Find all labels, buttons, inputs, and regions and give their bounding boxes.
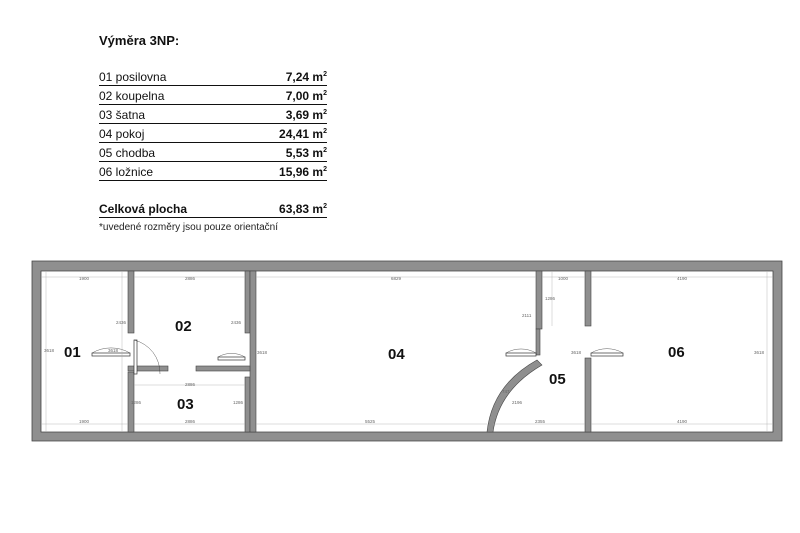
dim-height-01: 3618 — [108, 348, 119, 353]
dim-top-05: 1000 — [557, 276, 569, 281]
dim-door-b: 747 — [502, 389, 510, 394]
dim-height-left: 3618 — [44, 348, 55, 353]
dim-bottom-05: 2355 — [534, 419, 546, 424]
page-title: Výměra 3NP: — [99, 33, 180, 48]
dim-door-a: 2196 — [512, 400, 523, 405]
curved-wall — [487, 360, 542, 432]
dim-top-02: 2886 — [184, 276, 196, 281]
room-name: 03 šatna — [99, 108, 146, 122]
doors — [92, 340, 623, 374]
dim-height-03-right: 1286 — [233, 400, 244, 405]
dim-top-04: 6829 — [390, 276, 402, 281]
interior-walls — [128, 271, 591, 432]
room-name: 05 chodba — [99, 146, 156, 160]
dim-height-05: 3618 — [571, 350, 582, 355]
room-name: 06 ložnice — [99, 165, 154, 179]
room-area: 7,24 $m^2$ — [285, 70, 327, 84]
room-label-05: 05 — [549, 371, 566, 388]
room-area: 24,41 $m^2$ — [279, 127, 327, 141]
dim-top-01: 1900 — [78, 276, 90, 281]
dim-bottom-04: 5525 — [364, 419, 376, 424]
dimension-lines — [41, 271, 773, 432]
dim-height-02-right: 2436 — [231, 320, 242, 325]
room-label-02: 02 — [175, 318, 192, 335]
disclaimer-note: *uvedené rozměry jsou pouze orientační — [99, 222, 278, 233]
dim-height-04: 3618 — [257, 350, 268, 355]
room-name: 01 posilovna — [99, 70, 167, 84]
dim-height-02-left: 2436 — [116, 320, 127, 325]
room-name: 02 koupelna — [99, 89, 165, 103]
dim-bottom-03: 2886 — [184, 419, 196, 424]
dim-bottom-01: 1900 — [78, 419, 90, 424]
dim-height-06: 3618 — [754, 350, 765, 355]
room-area: 15,96 $m^2$ — [279, 165, 327, 179]
room-label-01: 01 — [64, 344, 81, 361]
dim-hall-b: 2111 — [522, 313, 532, 318]
dim-top-06: 4190 — [676, 276, 688, 281]
total-label: Celková plocha — [99, 202, 188, 216]
room-label-06: 06 — [668, 344, 685, 361]
dim-mid-03: 2886 — [184, 382, 196, 387]
room-label-03: 03 — [177, 396, 194, 413]
room-area: 7,00 $m^2$ — [285, 89, 327, 103]
dim-hall-a: 1286 — [545, 296, 556, 301]
total-area: 63,83 $m^2$ — [279, 202, 327, 216]
room-name: 04 pokoj — [99, 127, 145, 141]
dim-bottom-06: 4190 — [676, 419, 688, 424]
room-area: 3,69 $m^2$ — [285, 108, 327, 122]
room-area: 5,53 $m^2$ — [285, 146, 327, 160]
dim-height-03-left: 1286 — [131, 400, 142, 405]
room-label-04: 04 — [388, 346, 405, 363]
